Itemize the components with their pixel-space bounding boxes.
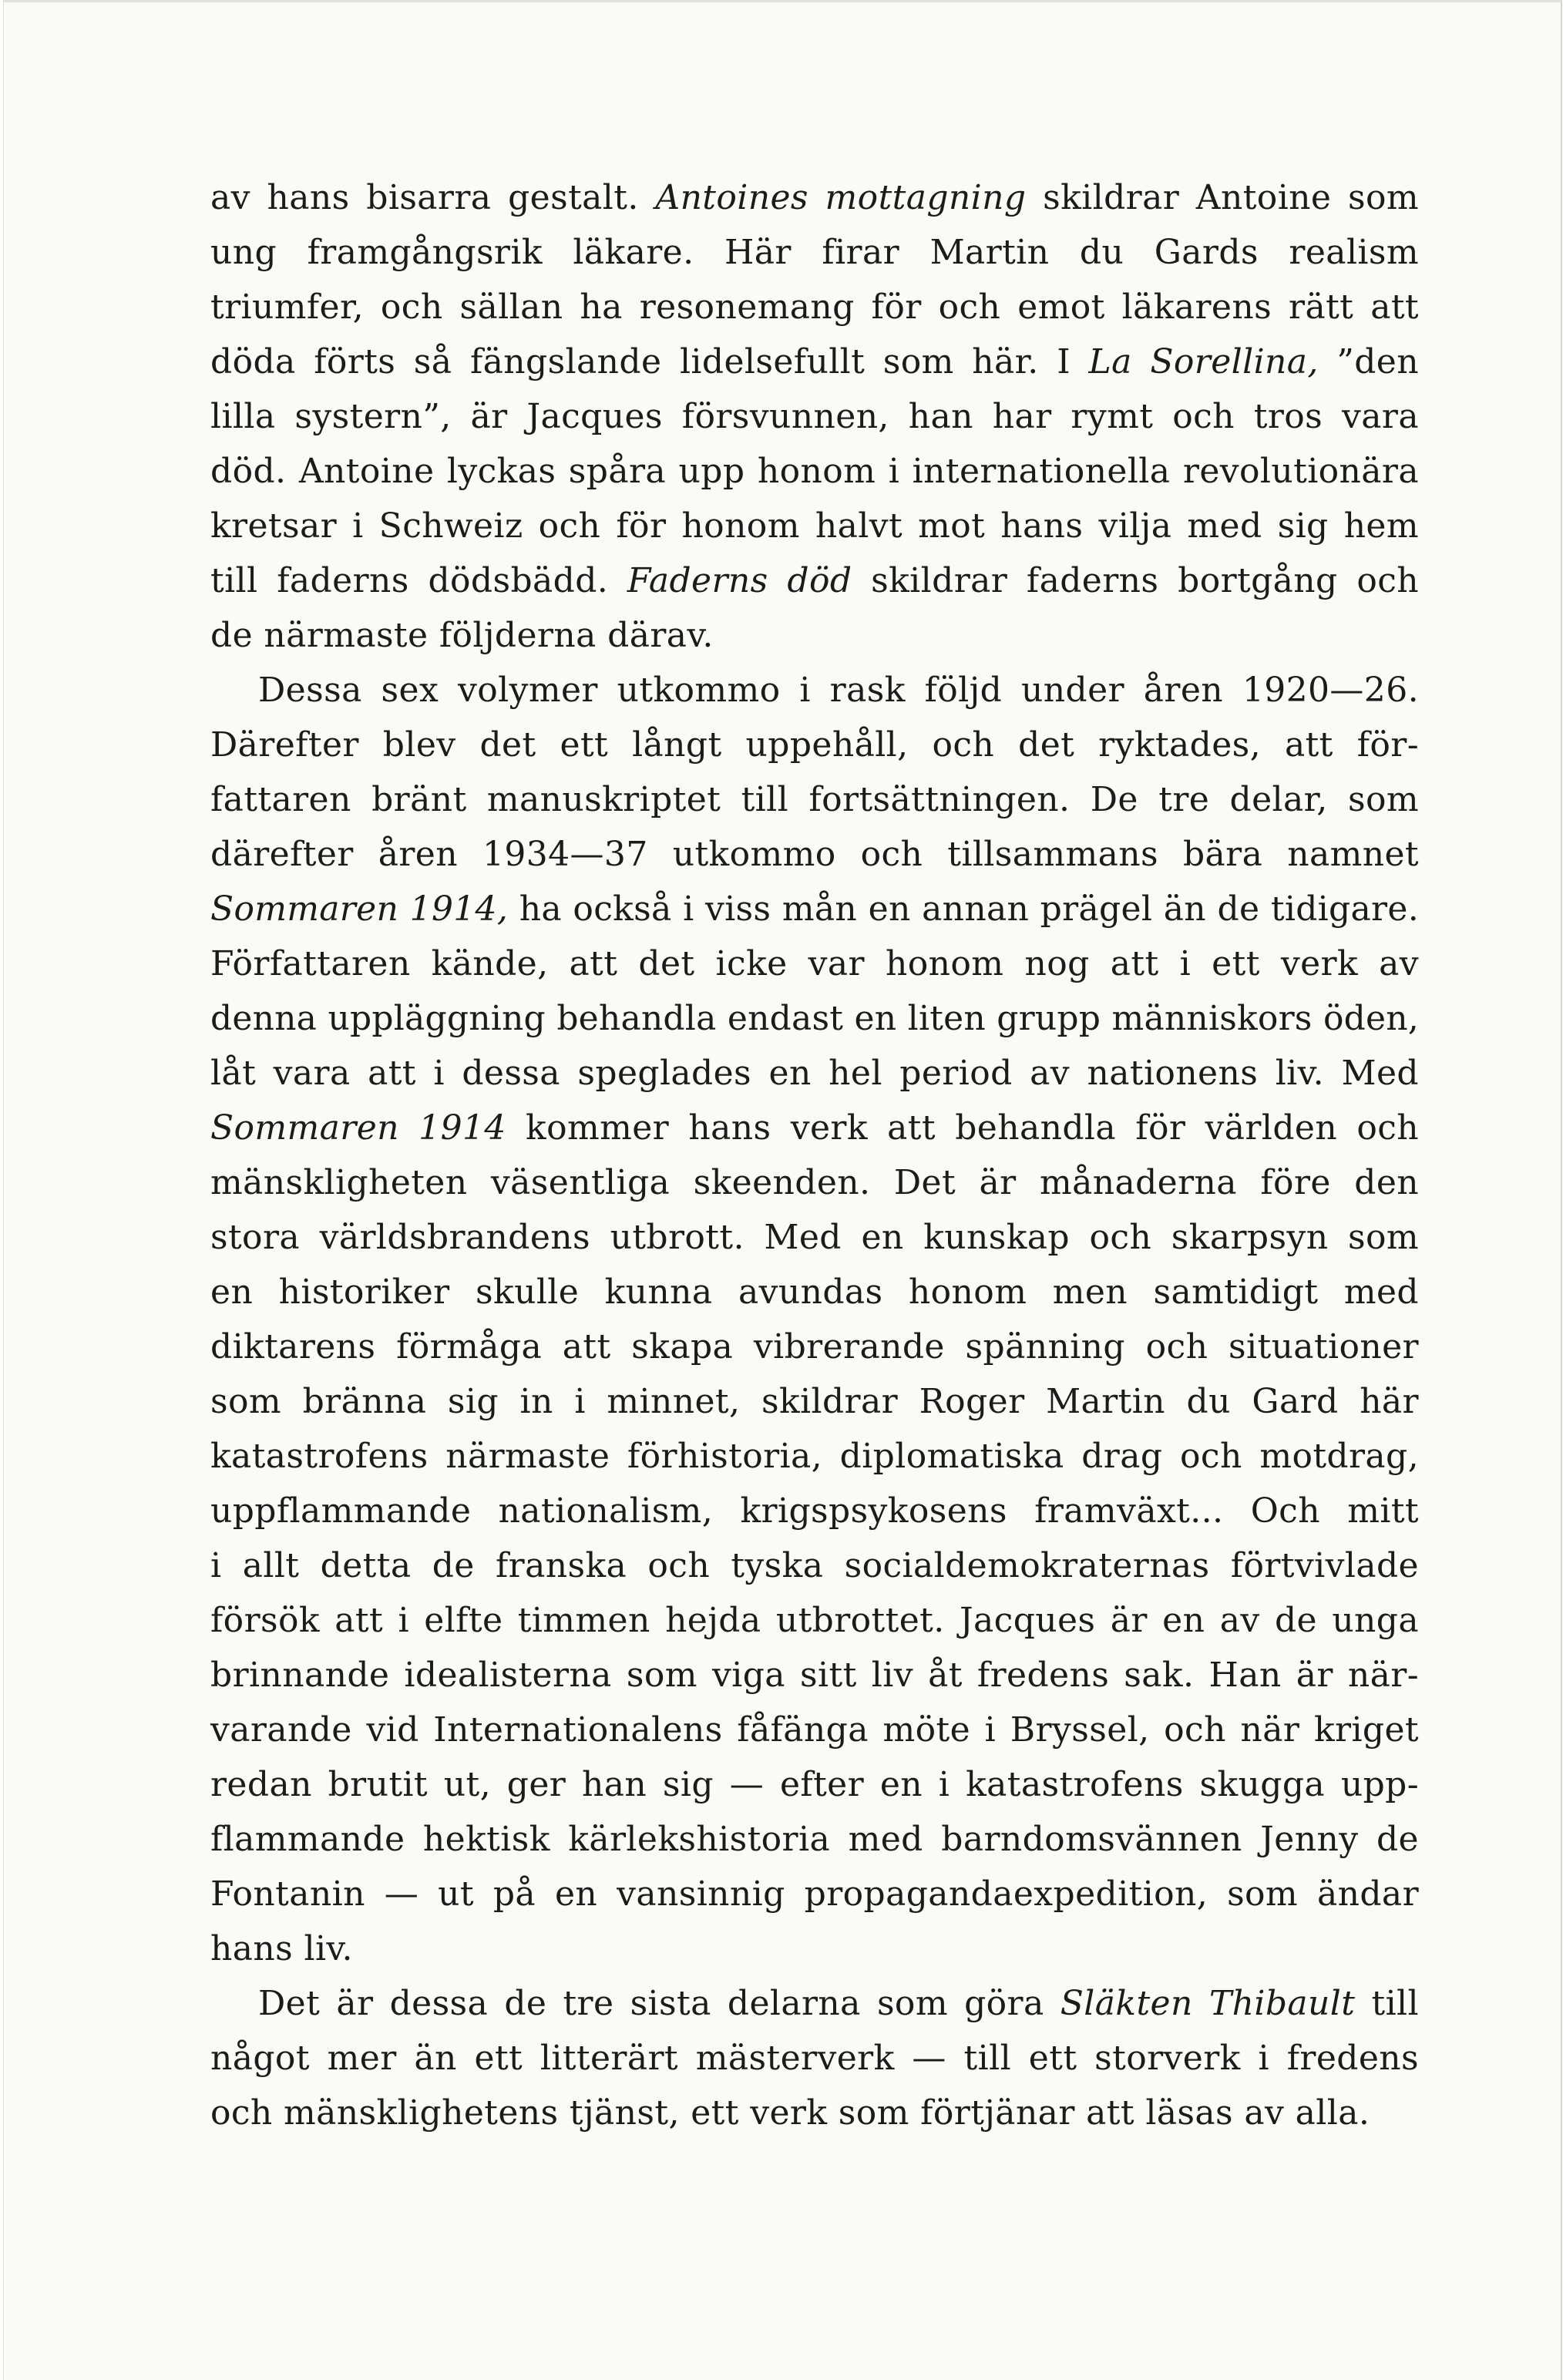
text-line (210, 1648, 1419, 1703)
text-run: ung framgångsrik läkare. Här firar Martin du Gards realism (210, 233, 1419, 272)
italic-title: Sommaren 1914, (210, 889, 509, 929)
text-run: kommer hans verk att behandla för världen och (506, 1108, 1419, 1148)
text-run: något mer än ett litterärt mästerverk — till ett storverk i fredens (210, 2039, 1419, 2078)
italic-title: Antoines mottagning (655, 178, 1027, 217)
text-run: ha också i viss mån en annan prägel än de tidigare. (508, 889, 1419, 929)
text-run: triumfer, och sällan ha resonemang för och emot läkarens rätt att (210, 287, 1419, 327)
text-run: Därefter blev det ett långt uppehåll, och det ryktades, att för- (210, 725, 1419, 765)
text-line (210, 1484, 1419, 1538)
text-line (210, 1101, 1419, 1155)
text-line (210, 1374, 1419, 1429)
text-line (210, 1538, 1419, 1593)
text-line (210, 2031, 1419, 2086)
text-run: hans liv. (210, 1929, 353, 1968)
text-run: döda förts så fängslande lidelsefullt som här. I (210, 342, 1089, 382)
text-run: en historiker skulle kunna avundas honom men samtidigt med (210, 1272, 1419, 1312)
text-line (210, 882, 1419, 936)
text-run: till faderns dödsbädd. (210, 561, 627, 600)
text-run: Dessa sex volymer utkommo i rask följd under åren 1920—26. (258, 671, 1419, 710)
text-run: och mänsklighetens tjänst, ett verk som förtjänar att läsas av alla. (210, 2093, 1370, 2133)
text-run: därefter åren 1934—37 utkommo och tillsammans bära namnet (210, 835, 1419, 874)
text-line (210, 170, 1419, 225)
text-line (210, 553, 1419, 608)
text-line (210, 1812, 1419, 1867)
text-run: skildrar faderns bortgång och (852, 561, 1420, 600)
text-run: av hans bisarra gestalt. (210, 178, 656, 217)
paragraph (210, 663, 1419, 1976)
book-page (3, 0, 1562, 2380)
text-run: diktarens förmåga att skapa vibrerande spänning och situationer (210, 1327, 1419, 1366)
paragraph (210, 170, 1419, 663)
text-line (210, 1319, 1419, 1374)
text-line (210, 608, 1419, 663)
text-run: till (1355, 1984, 1419, 2023)
text-line (210, 389, 1419, 444)
paragraph (210, 1976, 1419, 2140)
italic-title: Släkten Thibault (1060, 1984, 1356, 2023)
text-run: redan brutit ut, ger han sig — efter en i katastrofens skugga upp- (210, 1765, 1419, 1804)
text-line (210, 1265, 1419, 1319)
text-run: varande vid Internationalens fåfänga möte i Bryssel, och när kriget (210, 1710, 1419, 1750)
text-run: ”den (1318, 342, 1419, 382)
text-run: denna uppläggning behandla endast en liten grupp människors öden, (210, 999, 1419, 1038)
italic-title: Sommaren 1914 (210, 1108, 506, 1148)
italic-title: La Sorellina, (1088, 342, 1319, 382)
text-run: lilla systern”, är Jacques försvunnen, han har rymt och tros vara (210, 397, 1419, 436)
text-run: katastrofens närmaste förhistoria, diplomatiska drag och motdrag, (210, 1437, 1419, 1476)
text-run: de närmaste följderna därav. (210, 616, 714, 655)
text-line (210, 1757, 1419, 1812)
text-run: död. Antoine lyckas spåra upp honom i internationella revolutionära (210, 452, 1419, 491)
text-line (210, 280, 1419, 334)
text-run: mänskligheten väsentliga skeenden. Det är månaderna före den (210, 1163, 1419, 1202)
text-line (210, 772, 1419, 827)
text-line (210, 1210, 1419, 1265)
text-line (210, 2086, 1419, 2140)
text-line (210, 334, 1419, 389)
text-line (210, 827, 1419, 882)
text-line (210, 1429, 1419, 1484)
text-run: skildrar Antoine som (1026, 178, 1419, 217)
text-line (210, 991, 1419, 1046)
text-run: Författaren kände, att det icke var honom nog att i ett verk av (210, 944, 1419, 983)
text-run: i allt detta de franska och tyska socialdemokraternas förtvivlade (210, 1546, 1419, 1585)
body-text (210, 170, 1419, 2140)
text-run: fattaren bränt manuskriptet till fortsättningen. De tre delar, som (210, 780, 1419, 819)
text-run: försök att i elfte timmen hejda utbrottet. Jacques är en av de unga (210, 1601, 1419, 1640)
text-line (210, 1703, 1419, 1757)
text-line (210, 225, 1419, 280)
text-line (210, 499, 1419, 553)
text-line (210, 663, 1419, 718)
text-run: låt vara att i dessa speglades en hel period av nationens liv. Med (210, 1054, 1419, 1093)
text-line (210, 444, 1419, 499)
text-line (210, 936, 1419, 991)
text-run: flammande hektisk kärlekshistoria med barndomsvännen Jenny de (210, 1820, 1419, 1859)
text-line (210, 1046, 1419, 1101)
text-run: stora världsbrandens utbrott. Med en kunskap och skarpsyn som (210, 1218, 1419, 1257)
italic-title: Faderns död (627, 561, 852, 600)
text-line (210, 1155, 1419, 1210)
text-run: Fontanin — ut på en vansinnig propagandaexpedition, som ändar (210, 1874, 1419, 1914)
text-run: brinnande idealisterna som viga sitt liv åt fredens sak. Han är när- (210, 1656, 1419, 1695)
text-line (210, 718, 1419, 772)
text-line (210, 1593, 1419, 1648)
text-run: Det är dessa de tre sista delarna som göra (258, 1984, 1060, 2023)
text-run: kretsar i Schweiz och för honom halvt mot hans vilja med sig hem (210, 506, 1419, 546)
text-line (210, 1976, 1419, 2031)
text-line (210, 1867, 1419, 1921)
text-run: som bränna sig in i minnet, skildrar Roger Martin du Gard här (210, 1382, 1419, 1421)
text-line (210, 1921, 1419, 1976)
text-run: uppflammande nationalism, krigspsykosens framväxt... Och mitt (210, 1491, 1419, 1531)
